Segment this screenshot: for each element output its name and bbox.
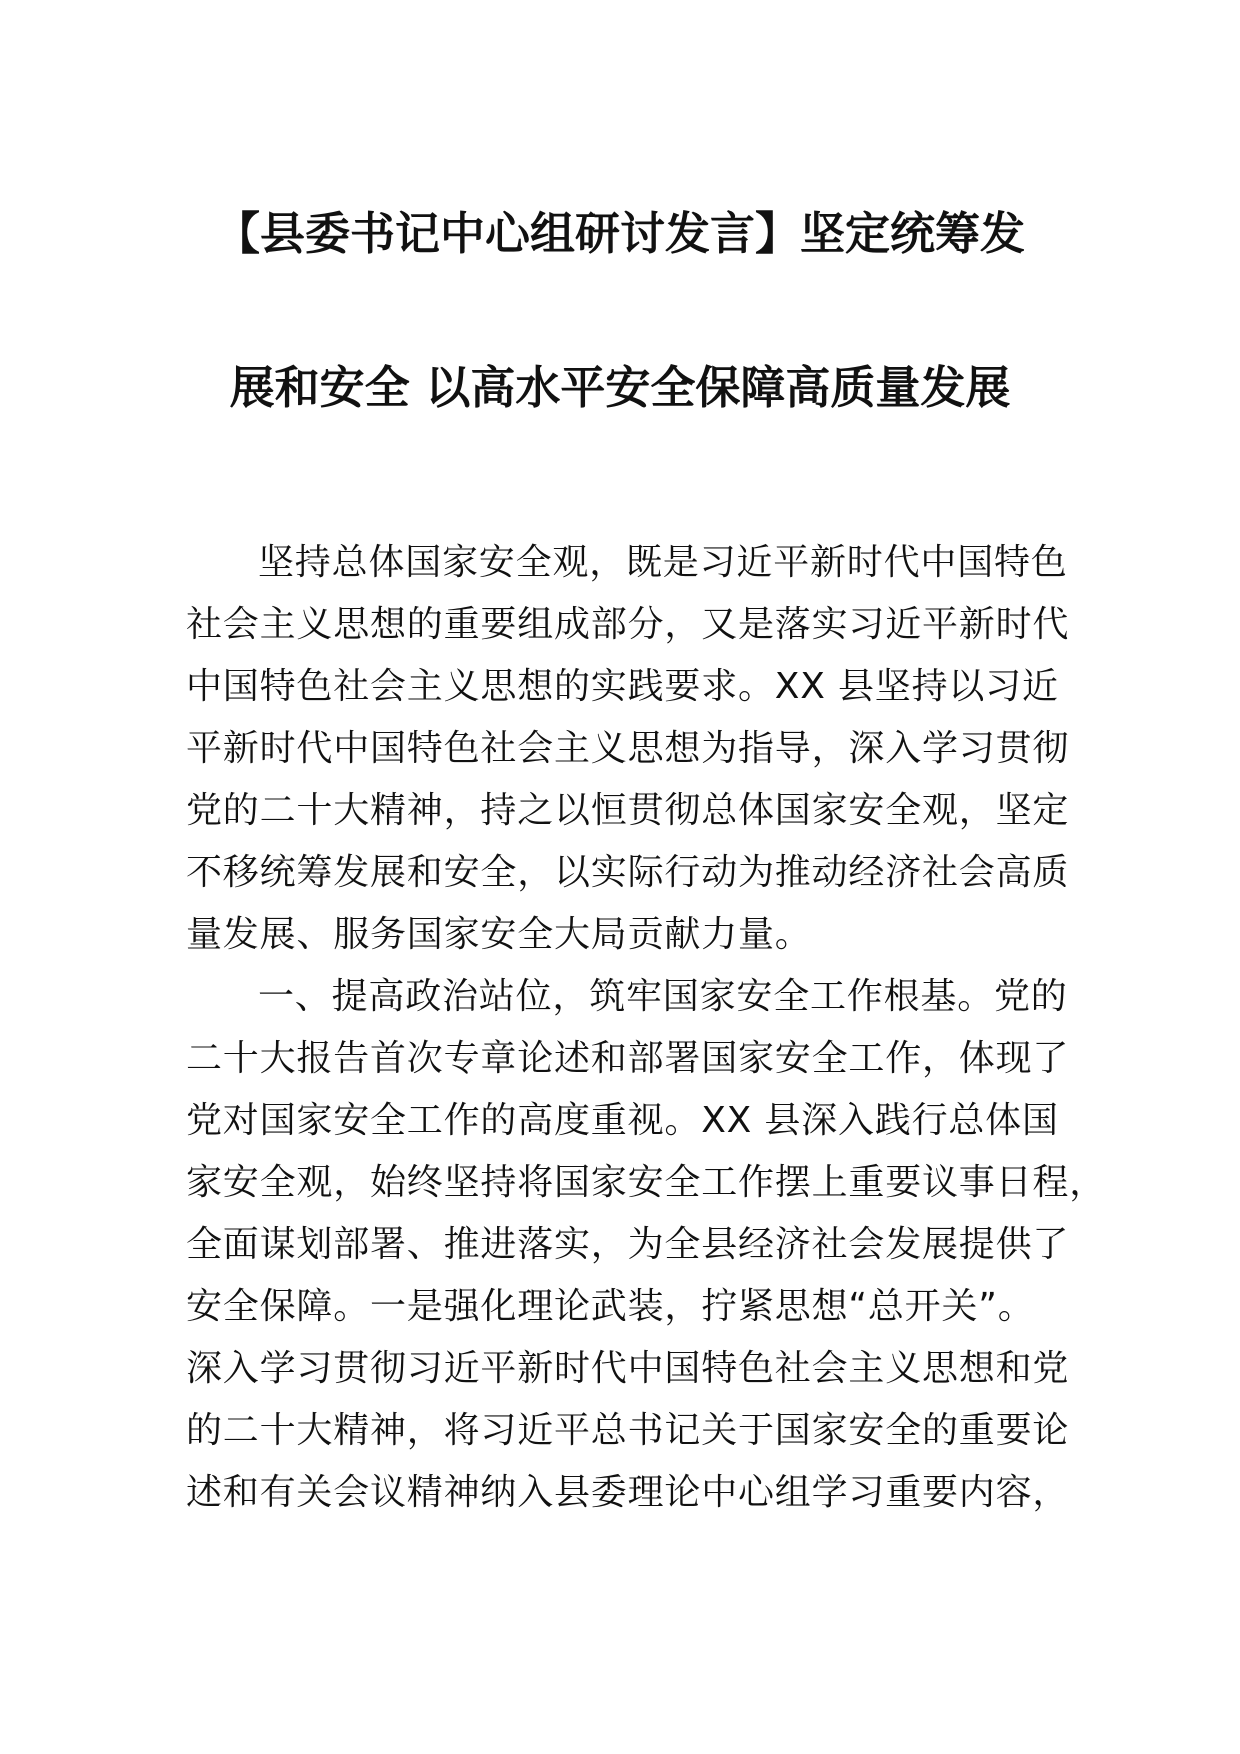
paragraph-1-line-1: 坚持总体国家安全观，既是习近平新时代中国特色 [258,542,1068,583]
paragraph-2-line-1: 一、提高政治站位，筑牢国家安全工作根基。党的 [258,976,1068,1017]
paragraph-1-line-4: 平新时代中国特色社会主义思想为指导，深入学习贯彻 [186,728,1070,769]
paragraph-2-line-6: 安全保障。一是强化理论武装，拧紧思想“总开关”。 [186,1286,1035,1327]
document-title-line-1: 【县委书记中心组研讨发言】坚定统筹发 [214,207,1025,260]
paragraph-2-line-7: 深入学习贯彻习近平新时代中国特色社会主义思想和党 [186,1348,1070,1389]
paragraph-1-line-3: 中国特色社会主义思想的实践要求。XX 县坚持以习近 [186,666,1059,707]
document-title-line-2: 展和安全 以高水平安全保障高质量发展 [229,361,1011,414]
paragraph-1-line-2: 社会主义思想的重要组成部分，又是落实习近平新时代 [186,604,1070,645]
paragraph-2-line-5: 全面谋划部署、推进落实，为全县经济社会发展提供了 [186,1224,1070,1265]
paragraph-2-line-2: 二十大报告首次专章论述和部署国家安全工作，体现了 [186,1038,1070,1079]
paragraph-2-line-8: 的二十大精神，将习近平总书记关于国家安全的重要论 [186,1410,1070,1451]
paragraph-2-line-3: 党对国家安全工作的高度重视。XX 县深入践行总体国 [186,1100,1059,1141]
paragraph-1-line-7: 量发展、服务国家安全大局贡献力量。 [186,914,812,955]
paragraph-1-line-6: 不移统筹发展和安全，以实际行动为推动经济社会高质 [186,852,1070,893]
paragraph-2-line-4: 家安全观，始终坚持将国家安全工作摆上重要议事日程， [186,1162,1107,1203]
paragraph-1-line-5: 党的二十大精神，持之以恒贯彻总体国家安全观，坚定 [186,790,1070,831]
paragraph-2-line-9: 述和有关会议精神纳入县委理论中心组学习重要内容， [186,1472,1070,1513]
